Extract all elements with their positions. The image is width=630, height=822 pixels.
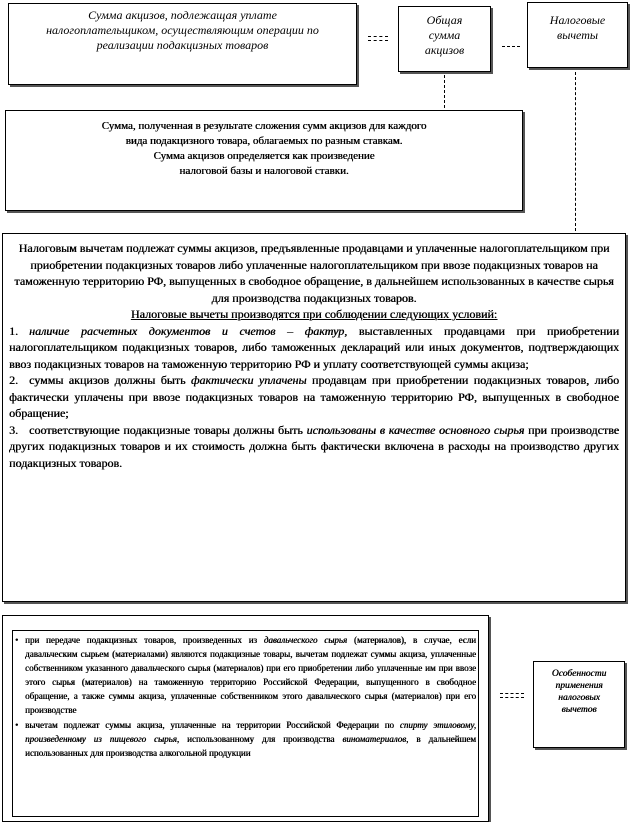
features-line-3: налоговых [558, 693, 600, 703]
condition-2-pre: суммы акцизов должны быть [29, 373, 191, 387]
condition-3-number: 3. [9, 422, 18, 437]
condition-3-pre: соответствующие подакцизные товары должны быть [29, 422, 307, 437]
case-2-mid: , использованному для производства [176, 733, 343, 744]
tax-payable-line-1: Сумма акцизов, подлежащая уплате [88, 8, 277, 22]
connector-cases-features-2 [500, 697, 524, 698]
tax-deductions-box [527, 2, 628, 68]
condition-3-text: при производстве других подакцизных товаров и их стоимость должна быть фактически включена в расходы на производство других подакцизных товаров. [9, 422, 619, 470]
case-2-pre: вычетам подлежат суммы акциза, уплаченные на территории Российской Федерации по [25, 719, 400, 730]
total-excise-line-3: акцизов [424, 43, 465, 57]
special-cases-box [2, 615, 489, 822]
connector-payable-total [368, 36, 388, 37]
case-2-italic: спирту этиловому, произведенному из пищевого сырья [25, 719, 476, 744]
connector-total-calc [444, 75, 445, 108]
tax-deductions-line-2: вычеты [556, 28, 599, 42]
features-line-2: применения [555, 681, 603, 691]
condition-3-italic: использованы в качестве основного сырья [306, 422, 525, 437]
calc-line-4: налоговой базы и налоговой ставки. [179, 165, 349, 177]
tax-deductions-line-1: Налоговые [549, 13, 606, 27]
condition-1-number: 1. [9, 323, 18, 338]
condition-item-1 [9, 323, 619, 373]
bullet-icon: • [15, 719, 19, 730]
tax-payable-line-3: реализации подакцизных товаров [96, 38, 269, 52]
case-1-text: (материалов), в случае, если давальческим сырьем (материалами) являются подакцизные товары, вычетам подлежат суммы акциза, уплаченные собственником указанного давальческого сырья (материалов) при его приобретении либо уплаченные им при ввозе этого сырья (материалов) на таможенную территорию Российской Федерации, выпущенного в свободное обращение, а также суммы акциза, уплаченные собственником этого давальческого сырья (материалов) при его производстве [25, 635, 476, 716]
tax-payable-box [8, 3, 357, 85]
connector-total-deductions [502, 46, 520, 47]
total-excise-box [398, 6, 491, 72]
connector-payable-total-2 [368, 40, 388, 41]
case-1-pre: при передаче подакцизных товаров, произведенных из [25, 635, 264, 645]
conditions-title: Налоговые вычеты производятся при соблюдении следующих условий: [130, 307, 498, 321]
features-line-4: вычетов [561, 705, 597, 715]
deductions-intro: Налоговым вычетам подлежат суммы акцизов, предъявленные продавцами и уплаченные налогоплательщиком при приобретении подакцизных товаров либо уплаченные налогоплательщиком при ввозе подакцизных товаров на таможенную территорию РФ, выпущенных в свободное обращение, в дальнейшем использованных в качестве сырья для производства подакцизных товаров. [14, 241, 614, 305]
condition-2-text: продавцам при приобретении подакцизных товаров, либо фактически уплачены при ввозе подакцизных товаров на таможенную территорию РФ, выпущенных в свободное обращение; [9, 373, 619, 420]
case-1-italic: давальческого сырья [263, 635, 348, 645]
condition-2-italic: фактически уплачены [190, 373, 307, 387]
special-case-item-1 [15, 633, 476, 718]
calc-line-3: Сумма акцизов определяется как произведение [153, 150, 375, 162]
special-cases-list [12, 630, 479, 817]
case-2-text: , в дальнейшем использованных для производства алкогольной продукции [25, 733, 476, 758]
condition-2-number: 2. [9, 373, 18, 387]
condition-item-2 [9, 372, 619, 422]
total-excise-line-2: сумма [428, 28, 461, 42]
features-line-1: Особенности [551, 669, 607, 679]
special-case-item-2 [15, 718, 476, 760]
total-excise-line-1: Общая [426, 13, 463, 27]
tax-payable-line-2: налогоплательщиком, осуществляющим операции по [46, 23, 319, 37]
deduction-conditions-box [2, 233, 626, 602]
calc-line-1: Сумма, полученная в результате сложения сумм акцизов для каждого [101, 120, 427, 132]
case-2-italic-2: виноматериалов [342, 733, 407, 744]
connector-deductions-main [575, 72, 576, 231]
condition-item-3 [9, 422, 619, 472]
calc-line-2: вида подакцизного товара, облагаемых по разным ставкам. [125, 135, 403, 147]
condition-1-italic: наличие расчетных документов и счетов – фактур, [29, 323, 348, 338]
condition-1-text: выставленных продавцами при приобретении налогоплательщиком подакцизных товаров, либо таможенных деклараций или иных документов, подтверждающих ввоз подакцизных товаров на таможенную территорию РФ и уплату соответствующей суммы акциза; [9, 323, 619, 371]
bullet-icon: • [15, 635, 19, 645]
excise-calculation-box [5, 110, 523, 211]
deduction-features-box [533, 661, 625, 748]
connector-cases-features [500, 693, 524, 694]
